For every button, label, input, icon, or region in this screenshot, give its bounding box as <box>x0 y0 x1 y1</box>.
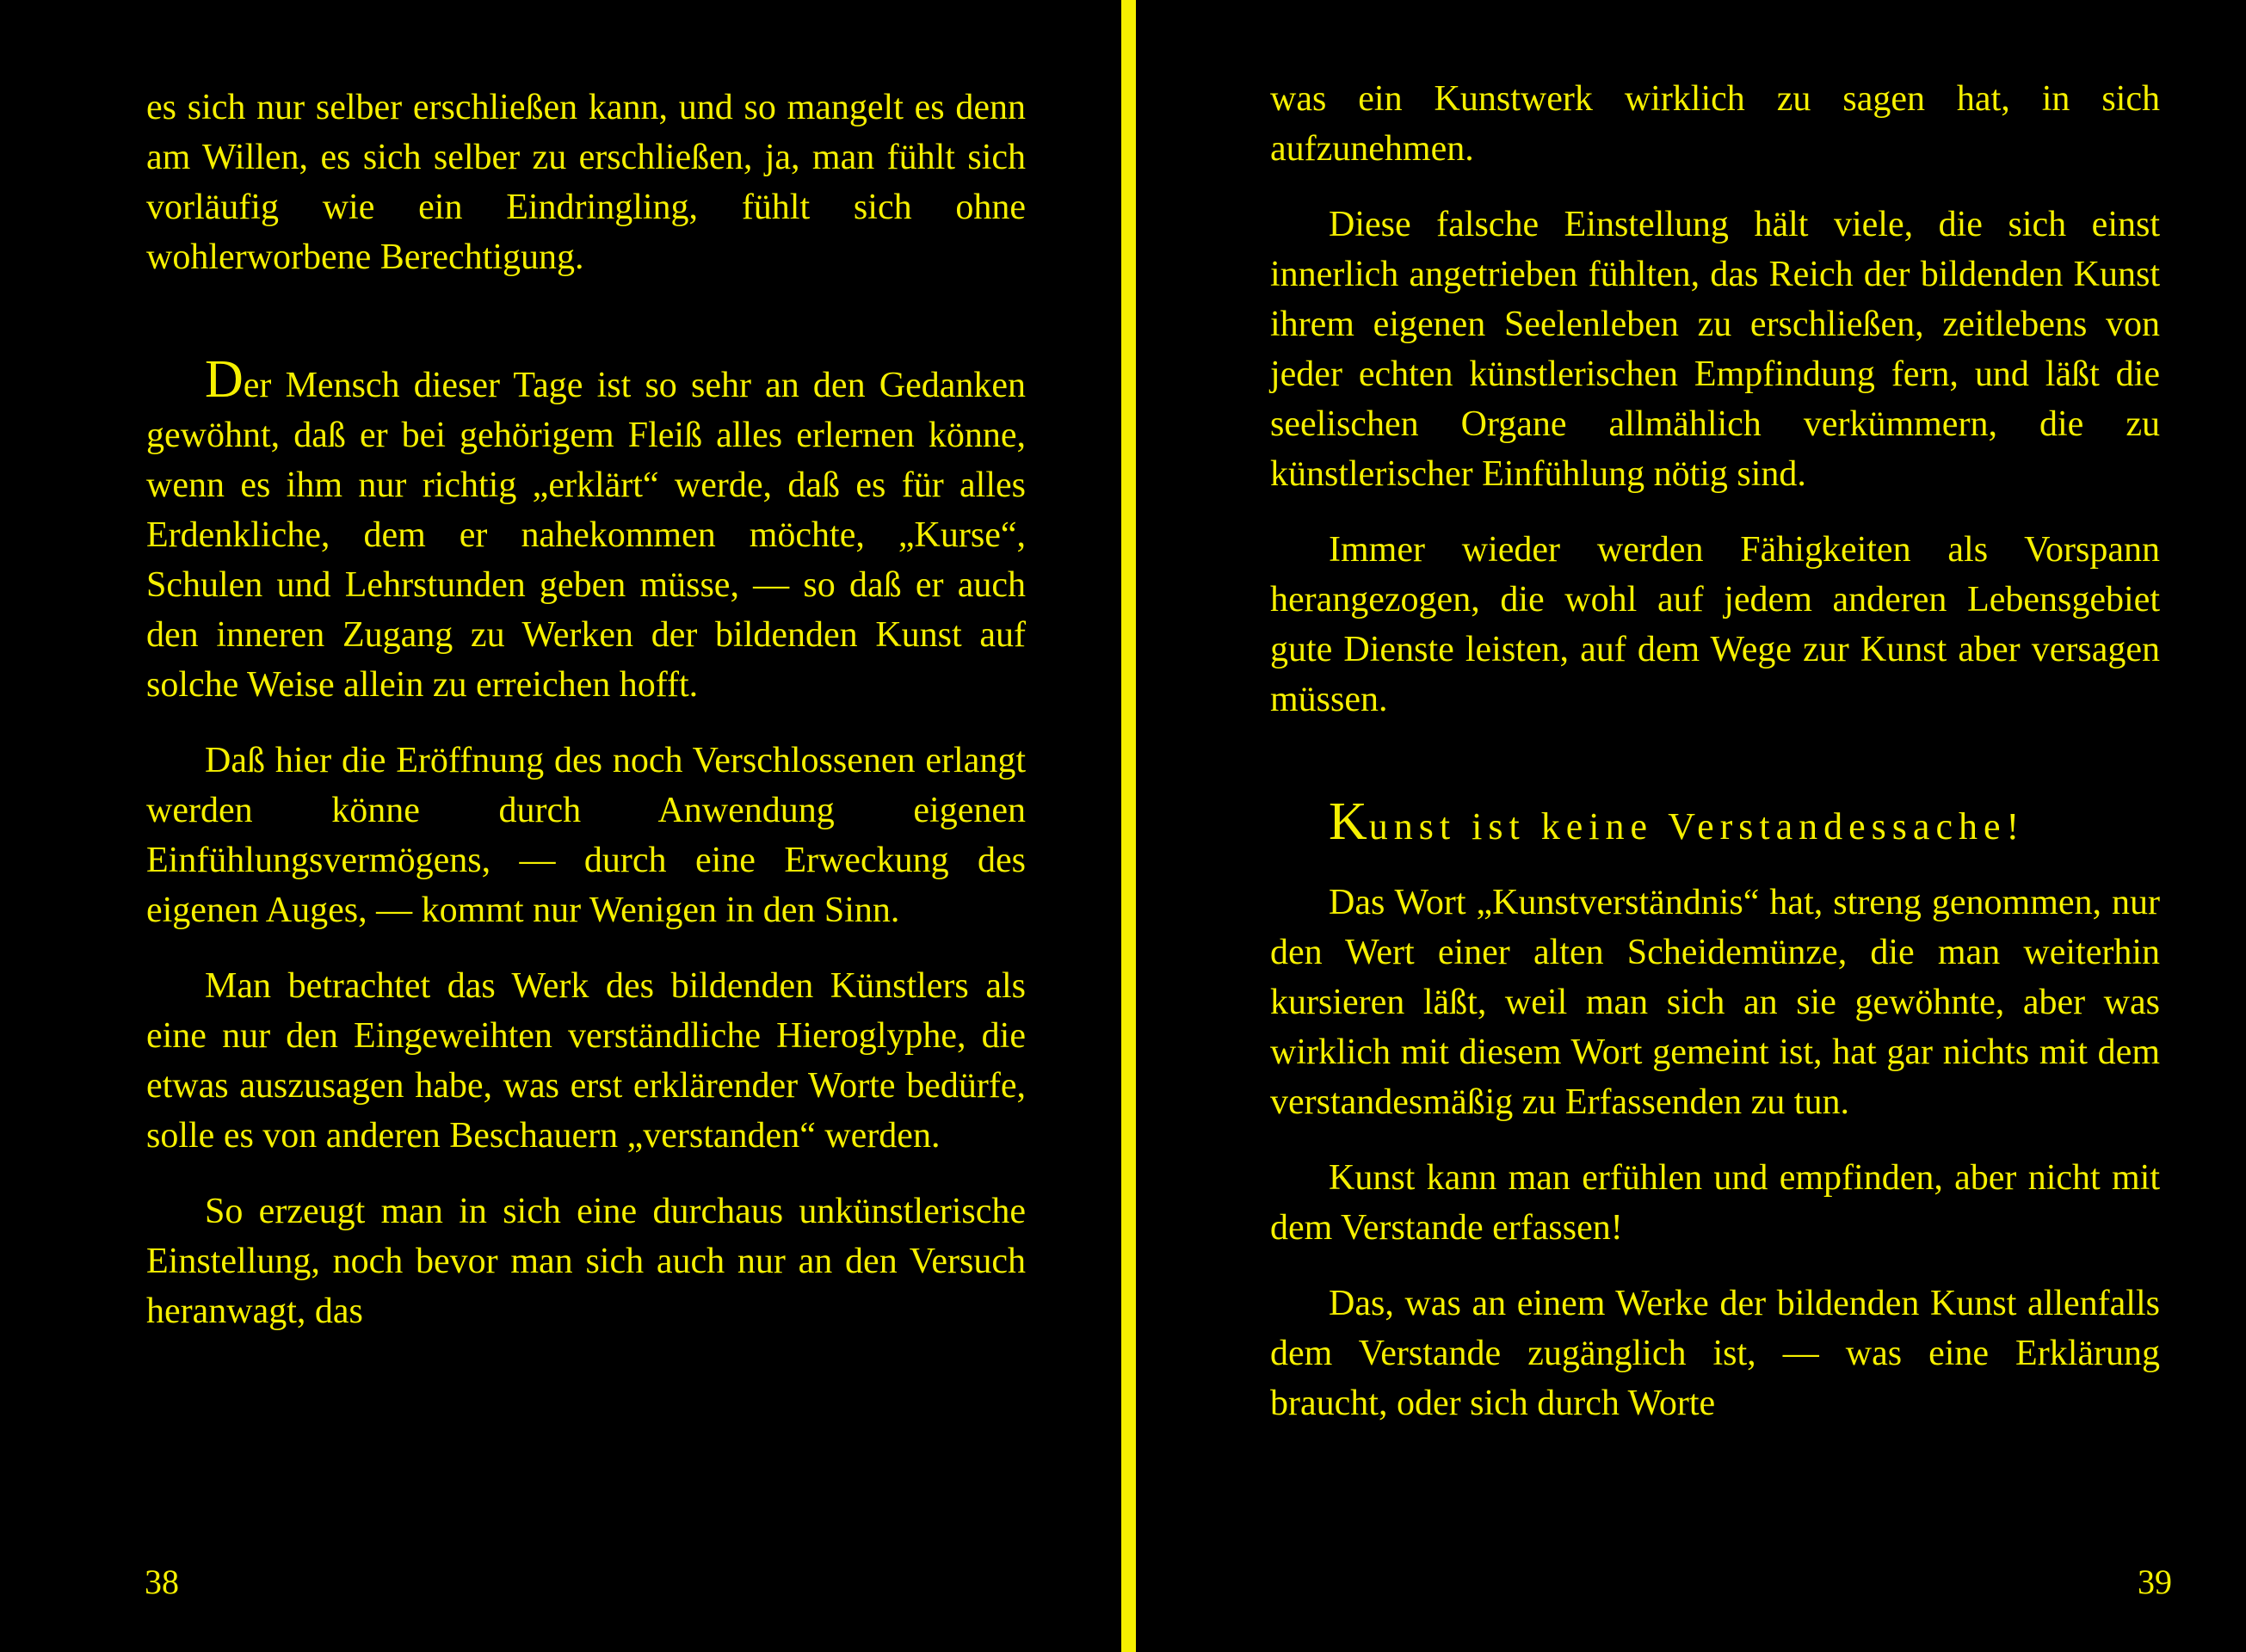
left-paragraph-1: es sich nur selber erschließen kann, und so mangelt es denn am Willen, es sich selber zu erschließen, ja, man fühlt sich vorläufig wie ein Eindringling, fühlt sich ohne wohlerworbene Berechtigung. <box>146 88 1026 277</box>
paragraph-gap <box>146 1161 1026 1187</box>
right-page <box>1150 0 2246 1652</box>
paragraph-gap <box>1270 1253 2160 1279</box>
paragraph-gap <box>1270 499 2160 525</box>
paragraph-gap <box>146 935 1026 961</box>
left-page-number: 38 <box>145 1563 179 1601</box>
section-gap <box>1270 724 2160 797</box>
paragraph-gap <box>1270 1127 2160 1153</box>
left-paragraph-2: Der Mensch dieser Tage ist so sehr an den Gedanken gewöhnt, daß er bei gehörigem Fleiß alles erlernen könne, wenn es ihm nur richtig „erklärt“ werde, daß es für alles Erdenkliche, dem er nahekommen möchte, „Kurse“, Schulen und Lehrstunden geben müsse, — so daß er auch den inneren Zugang zu Werken der bildenden Kunst auf solche Weise allein zu erreichen hofft. <box>146 350 1026 705</box>
right-paragraph-6: Das, was an einem Werke der bildenden Kunst allenfalls dem Verstande zugänglich ist, — was eine Erklärung braucht, oder sich durch Worte <box>1270 1284 2160 1423</box>
right-paragraph-1: was ein Kunstwerk wirklich zu sagen hat, in sich aufzunehmen. <box>1270 79 2160 169</box>
left-paragraph-5: So erzeugt man in sich eine durchaus unkünstlerische Einstellung, noch bevor man sich auch nur an den Versuch heranwagt, das <box>146 1192 1026 1331</box>
right-page-text <box>1270 74 2160 1428</box>
right-paragraph-5: Kunst kann man erfühlen und empfinden, aber nicht mit dem Verstande erfassen! <box>1270 1158 2160 1248</box>
section-heading: Kunst ist keine Verstandessache! <box>1329 792 2026 851</box>
left-paragraph-3: Daß hier die Eröffnung des noch Verschlossenen erlangt werden könne durch Anwendung eigenen Einfühlungsvermögens, — durch eine Erweckung des eigenen Auges, — kommt nur Wenigen in den Sinn. <box>146 741 1026 930</box>
right-paragraph-2: Diese falsche Einstellung hält viele, die sich einst innerlich angetrieben fühlten, das Reich der bildenden Kunst ihrem eigenen Seelenleben zu erschließen, zeitlebens von jeder echten künstlerischen Empfindung fern, und läßt die seelischen Organe allmählich verkümmern, die zu künstlerischer Einfühlung nötig sind. <box>1270 205 2160 494</box>
paragraph-gap <box>1270 852 2160 878</box>
paragraph-gap <box>146 710 1026 736</box>
left-paragraph-4: Man betrachtet das Werk des bildenden Künstlers als eine nur den Eingeweihten verständliche Hieroglyphe, die etwas auszusagen habe, was erst erklärender Worte bedürfe, solle es von anderen Beschauern „verstanden“ werden. <box>146 966 1026 1156</box>
right-paragraph-4: Das Wort „Kunstverständnis“ hat, streng genommen, nur den Wert einer alten Scheidemünze, die man weiterhin kursieren läßt, weil man sich an sie gewöhnte, aber was wirklich mit diesem Wort gemeint ist, hat gar nichts mit dem verstandesmäßig zu Erfassenden zu tun. <box>1270 883 2160 1122</box>
gutter-divider <box>1121 0 1136 1652</box>
section-gap <box>146 282 1026 354</box>
right-page-number: 39 <box>2138 1563 2172 1601</box>
left-page-text <box>146 83 1026 1336</box>
paragraph-gap <box>1270 174 2160 200</box>
right-paragraph-3: Immer wieder werden Fähigkeiten als Vorspann herangezogen, die wohl auf jedem anderen Lebensgebiet gute Dienste leisten, auf dem Wege zur Kunst aber versagen müssen. <box>1270 530 2160 719</box>
left-page <box>0 0 1119 1652</box>
